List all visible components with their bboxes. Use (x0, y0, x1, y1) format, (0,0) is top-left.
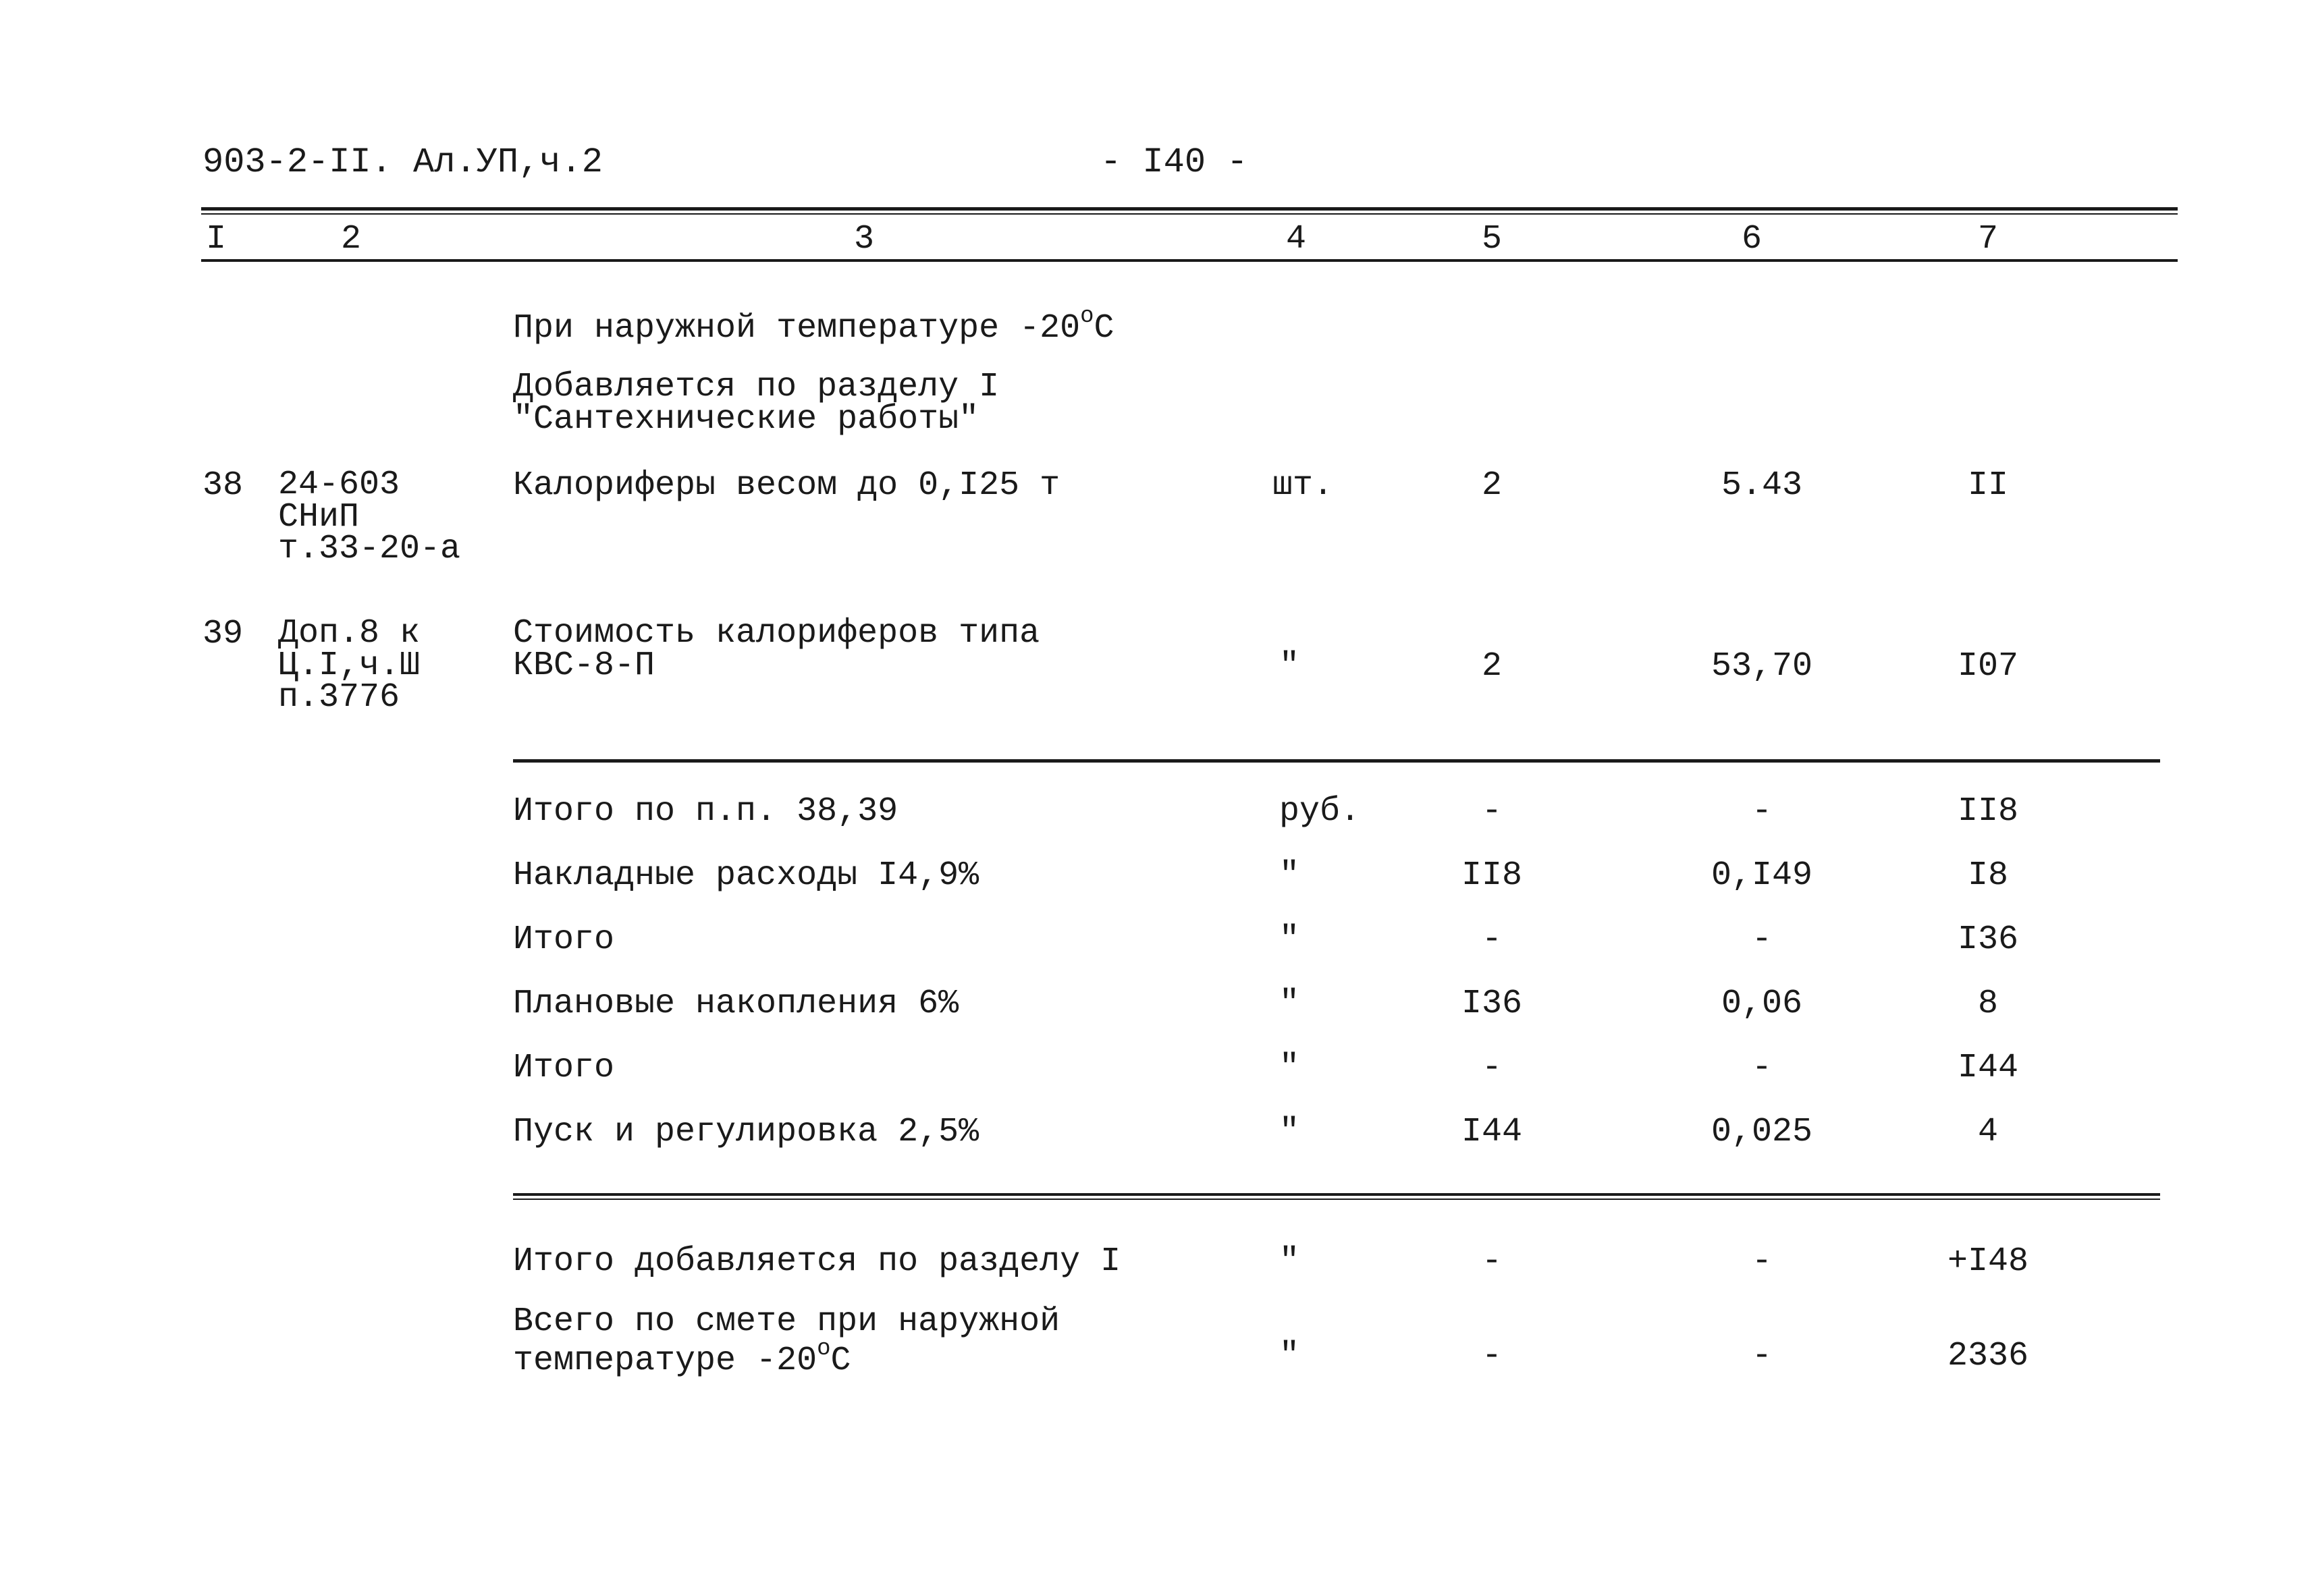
summary-label: Итого (513, 1049, 615, 1087)
summary-total: II8 (1957, 792, 2018, 831)
section-subtitle: Добавляется по разделу I "Сантехнические работы" (513, 368, 1000, 439)
summary-rate: 0,I49 (1711, 856, 1813, 895)
summary-total: 8 (1977, 985, 1998, 1023)
summary-unit: " (1279, 1049, 1300, 1087)
row-unit: " (1279, 647, 1300, 686)
row-code: 24-603 СНиП т.33-20-а (278, 466, 461, 568)
summary-total: I36 (1957, 920, 2018, 959)
column-header-2: 2 (340, 220, 361, 258)
row-quantity: 2 (1481, 647, 1502, 686)
summary-base: I44 (1461, 1113, 1522, 1151)
summary-rate: - (1751, 792, 1772, 831)
row-name: Калориферы весом до 0,I25 т (513, 466, 1060, 505)
final-unit: " (1279, 1242, 1300, 1281)
row-number: 38 (203, 466, 244, 505)
final-label: Всего по смете при наружной температуре -20$^o$C (513, 1302, 1060, 1380)
summary-base: II8 (1461, 856, 1522, 895)
summary-rate: 0,06 (1721, 985, 1803, 1023)
row-quantity: 2 (1481, 466, 1502, 505)
summary-rate: - (1751, 920, 1772, 959)
column-header-5: 5 (1481, 220, 1502, 258)
summary-total: 4 (1977, 1113, 1998, 1151)
final-rule-thin (513, 1199, 2160, 1200)
summary-unit: " (1279, 856, 1300, 895)
summary-base: - (1481, 792, 1502, 831)
summary-label: Накладные расходы I4,9% (513, 856, 979, 895)
summary-base: - (1481, 920, 1502, 959)
summary-unit: руб. (1279, 792, 1361, 831)
column-header-3: 3 (853, 220, 874, 258)
summary-rate: - (1751, 1049, 1772, 1087)
summary-unit: " (1279, 920, 1300, 959)
row-total: I07 (1957, 647, 2018, 686)
summary-label: Итого по п.п. 38,39 (513, 792, 898, 831)
summary-base: - (1481, 1049, 1502, 1087)
row-price: 5.43 (1721, 466, 1803, 505)
header-rule-top (201, 207, 2178, 211)
summary-unit: " (1279, 1113, 1300, 1151)
page-number: - I40 - (1100, 142, 1248, 182)
document-code: 903-2-II. Ал.УП,ч.2 (203, 142, 603, 182)
row-code: Доп.8 к Ц.I,ч.Ш п.3776 (278, 614, 421, 717)
summary-label: Итого (513, 920, 615, 959)
summary-label: Плановые накопления 6% (513, 985, 959, 1023)
header-rule-top-thin (201, 213, 2178, 215)
final-rate: - (1751, 1242, 1772, 1281)
final-unit: " (1279, 1337, 1300, 1375)
header-rule-bottom (201, 259, 2178, 262)
summary-rule (513, 759, 2160, 763)
column-header-1: I (205, 220, 226, 258)
final-total: +I48 (1947, 1242, 2029, 1281)
summary-base: I36 (1461, 985, 1522, 1023)
section-title: При наружной температуре -20$^o$C (513, 304, 1114, 348)
column-header-6: 6 (1741, 220, 1762, 258)
summary-label: Пуск и регулировка 2,5% (513, 1113, 979, 1151)
final-base: - (1481, 1337, 1502, 1375)
summary-total: I8 (1967, 856, 2008, 895)
column-header-7: 7 (1977, 220, 1998, 258)
summary-total: I44 (1957, 1049, 2018, 1087)
final-base: - (1481, 1242, 1502, 1281)
final-total: 2336 (1947, 1337, 2029, 1375)
summary-unit: " (1279, 985, 1300, 1023)
final-rate: - (1751, 1337, 1772, 1375)
row-price: 53,70 (1711, 647, 1813, 686)
row-total: II (1967, 466, 2008, 505)
final-label: Итого добавляется по разделу I (513, 1242, 1121, 1281)
summary-rate: 0,025 (1711, 1113, 1813, 1151)
row-unit: шт. (1272, 466, 1334, 505)
column-header-4: 4 (1285, 220, 1306, 258)
final-rule (513, 1193, 2160, 1196)
row-number: 39 (203, 615, 244, 653)
row-name: Стоимость калориферов типа КВС-8-П (513, 614, 1040, 685)
